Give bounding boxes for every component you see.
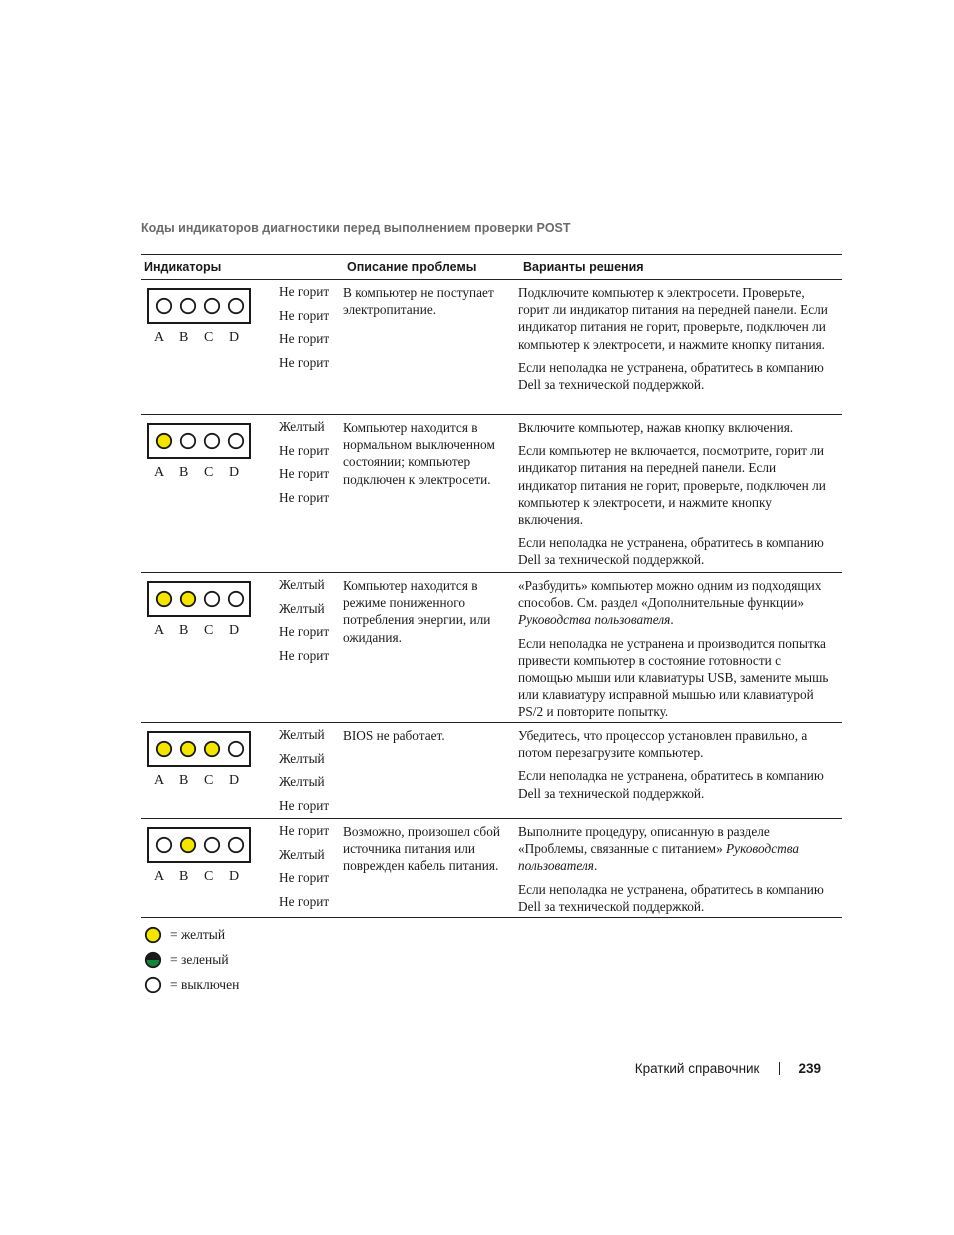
led-letters xyxy=(154,869,254,885)
table-row xyxy=(141,819,842,918)
led-letter-a: A xyxy=(154,330,165,345)
led-off-icon xyxy=(203,836,221,854)
solution-options xyxy=(515,819,842,917)
led-letters xyxy=(154,465,254,481)
led-state: Не горит xyxy=(279,797,330,813)
solution-text: Если неполадка не устранена и производится попытка привести компьютер в состояние готовности с помощью мыши или клавиатуры USB, замените мышь или клавиатуру исправной мышью или клавиатурой PS/2 и повторите попытку. xyxy=(518,635,829,720)
led-yellow-icon xyxy=(179,740,197,758)
led-yellow-icon xyxy=(179,590,197,608)
solution-text-end: . xyxy=(593,858,598,874)
led-letter-c: C xyxy=(204,330,214,345)
solution-text-end: . xyxy=(670,612,674,628)
led-letter-b: B xyxy=(179,773,189,788)
led-state: Не горит xyxy=(279,466,330,481)
problem-description: Возможно, произошел сбой источника питания или поврежден кабель питания. xyxy=(343,824,500,874)
led-letter-b: B xyxy=(179,623,189,638)
legend-item xyxy=(144,947,239,972)
led-state: Не горит xyxy=(279,307,330,323)
led-off-icon xyxy=(179,432,197,450)
solution-paragraph xyxy=(518,419,838,436)
solution-options xyxy=(515,415,842,572)
led-letter-d: D xyxy=(229,869,240,884)
solution-paragraph xyxy=(518,635,838,721)
led-letter-c: C xyxy=(204,465,214,480)
led-letter-a: A xyxy=(154,465,165,480)
led-yellow-icon xyxy=(179,836,197,854)
problem-description: Компьютер находится в режиме пониженного потребления энергии, или ожидания. xyxy=(343,578,491,645)
footer-section-title: Краткий справочник xyxy=(634,1061,760,1076)
solution-paragraph xyxy=(518,577,838,629)
table-header xyxy=(141,254,842,280)
led-letter-b: B xyxy=(179,869,189,884)
solution-paragraph xyxy=(518,727,838,761)
header-description: Описание проблемы xyxy=(347,260,477,274)
led-letter-a: A xyxy=(154,623,165,638)
led-off-icon xyxy=(227,297,245,315)
led-states xyxy=(279,280,341,414)
table-row xyxy=(141,573,842,723)
led-yellow-icon xyxy=(203,740,221,758)
led-letter-d: D xyxy=(229,465,240,480)
table-body xyxy=(141,280,842,918)
led-state: Не горит xyxy=(279,893,330,909)
led-state: Желтый xyxy=(279,846,325,862)
legend-yellow-icon xyxy=(144,926,162,944)
header-indicators: Индикаторы xyxy=(144,260,222,274)
led-state: Желтый xyxy=(279,774,325,789)
led-diagram xyxy=(141,280,279,414)
header-solutions: Варианты решения xyxy=(523,260,644,274)
led-yellow-icon xyxy=(155,432,173,450)
led-state: Желтый xyxy=(279,750,325,766)
led-letter-b: B xyxy=(179,465,189,480)
led-off-icon xyxy=(155,836,173,854)
solution-text: «Разбудить» компьютер можно одним из подходящих способов. См. раздел «Дополнительные функции» xyxy=(518,578,822,611)
led-yellow-icon xyxy=(155,590,173,608)
led-diagram xyxy=(141,573,279,722)
solution-options xyxy=(515,723,842,818)
table-row xyxy=(141,280,842,415)
led-states xyxy=(279,819,341,917)
led-state: Не горит xyxy=(279,823,330,838)
solution-options xyxy=(515,280,842,414)
solution-paragraph xyxy=(518,442,838,528)
led-state: Не горит xyxy=(279,624,330,639)
table-row xyxy=(141,415,842,573)
led-letter-a: A xyxy=(154,869,165,884)
led-yellow-icon xyxy=(155,740,173,758)
led-panel xyxy=(147,581,251,617)
solution-paragraph xyxy=(518,359,838,393)
led-off-icon xyxy=(203,297,221,315)
problem-description: BIOS не работает. xyxy=(343,728,445,743)
guide-reference: Руководства пользователя xyxy=(518,841,800,874)
led-state: Желтый xyxy=(279,600,325,616)
table-row xyxy=(141,723,842,819)
legend-green-icon xyxy=(144,951,162,969)
led-state: Не горит xyxy=(279,442,330,458)
solution-text: Если компьютер не включается, посмотрите, горит ли индикатор питания на передней панели. Если индикатор питания не горит, проверьте, подключен ли компьютер к электросети, и нажмите кнопку включения. xyxy=(518,443,826,528)
led-states xyxy=(279,723,341,818)
solution-paragraph xyxy=(518,534,838,568)
led-off-icon xyxy=(227,740,245,758)
led-diagram xyxy=(141,819,279,917)
led-off-icon xyxy=(203,432,221,450)
led-diagram xyxy=(141,723,279,818)
solution-options xyxy=(515,573,842,722)
legend-label: = выключен xyxy=(170,976,240,992)
led-letter-c: C xyxy=(204,773,214,788)
legend-label: = желтый xyxy=(170,926,226,942)
led-letter-a: A xyxy=(154,773,165,788)
legend-item xyxy=(144,922,239,947)
solution-text: Подключите компьютер к электросети. Проверьте, горит ли индикатор питания на передней панели. Если индикатор питания не горит, проверьте, подключен ли компьютер к электросети, и нажмите кнопку питания. xyxy=(518,285,828,352)
led-state: Не горит xyxy=(279,489,330,505)
solution-paragraph xyxy=(518,767,838,801)
led-panel xyxy=(147,288,251,324)
solution-text: Если неполадка не устранена, обратитесь в компанию Dell за технической поддержкой. xyxy=(518,359,824,393)
legend-off-icon xyxy=(144,976,162,994)
led-letter-c: C xyxy=(204,869,214,884)
solution-text: Если неполадка не устранена, обратитесь в компанию Dell за технической поддержкой. xyxy=(518,535,824,568)
led-state: Желтый xyxy=(279,419,325,434)
led-panel xyxy=(147,827,251,863)
solution-paragraph xyxy=(518,823,838,875)
problem-description: В компьютер не поступает электропитание. xyxy=(343,285,494,318)
led-letter-b: B xyxy=(179,330,189,345)
led-diagram xyxy=(141,415,279,572)
led-state: Не горит xyxy=(279,870,330,885)
led-off-icon xyxy=(179,297,197,315)
led-state: Желтый xyxy=(279,727,325,742)
diagnostic-table xyxy=(141,254,842,918)
led-states xyxy=(279,415,341,572)
solution-paragraph xyxy=(518,284,838,353)
led-off-icon xyxy=(227,432,245,450)
solution-text: Включите компьютер, нажав кнопку включения. xyxy=(518,420,794,435)
led-state: Желтый xyxy=(279,577,325,592)
led-letter-c: C xyxy=(204,623,214,638)
solution-text: Если неполадка не устранена, обратитесь в компанию Dell за технической поддержкой. xyxy=(518,768,824,801)
guide-reference: Руководства пользователя xyxy=(518,612,671,628)
led-letter-d: D xyxy=(229,773,240,788)
led-state: Не горит xyxy=(279,354,330,370)
led-letters xyxy=(154,623,254,639)
led-letters xyxy=(154,773,254,789)
solution-text: Если неполадка не устранена, обратитесь в компанию Dell за технической поддержкой. xyxy=(518,881,824,914)
led-letters xyxy=(154,330,254,346)
problem-description: Компьютер находится в нормальном выключенном состоянии; компьютер подключен к электросети. xyxy=(343,420,495,487)
led-off-icon xyxy=(227,836,245,854)
led-state: Не горит xyxy=(279,647,330,663)
led-state: Не горит xyxy=(279,331,330,346)
led-panel xyxy=(147,731,251,767)
color-legend xyxy=(144,922,239,997)
table-caption: Коды индикаторов диагностики перед выполнением проверки POST xyxy=(141,221,571,235)
solution-text: Выполните процедуру, описанную в разделе «Проблемы, связанные с питанием» xyxy=(518,824,770,857)
led-letter-d: D xyxy=(229,623,240,638)
page-footer xyxy=(635,1061,821,1076)
led-off-icon xyxy=(203,590,221,608)
solution-text: Убедитесь, что процессор установлен правильно, а потом перезагрузите компьютер. xyxy=(518,728,808,761)
led-letter-d: D xyxy=(229,330,240,345)
led-off-icon xyxy=(155,297,173,315)
led-panel xyxy=(147,423,251,459)
legend-item xyxy=(144,972,239,997)
led-off-icon xyxy=(227,590,245,608)
led-states xyxy=(279,573,341,722)
page-number: 239 xyxy=(798,1061,821,1076)
led-state: Не горит xyxy=(279,284,330,299)
solution-paragraph xyxy=(518,881,838,915)
legend-label: = зеленый xyxy=(170,951,229,967)
footer-separator xyxy=(779,1062,780,1075)
